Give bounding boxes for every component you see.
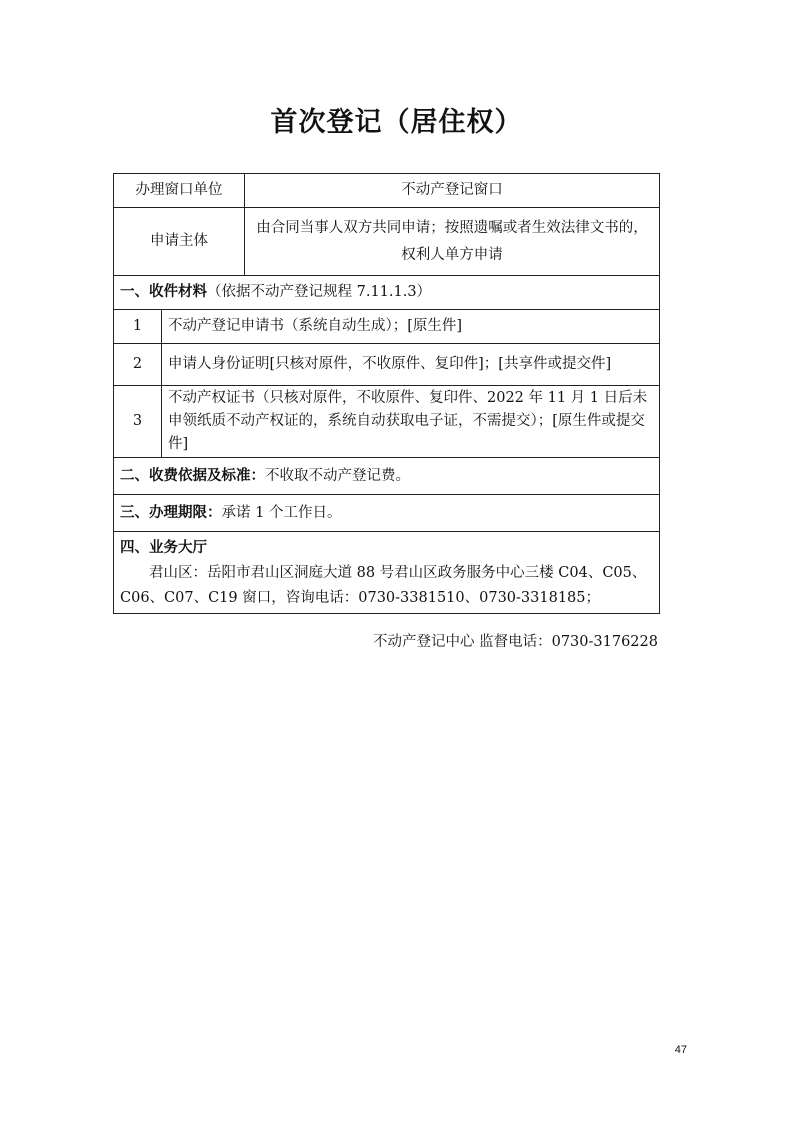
material-number: 3 [114, 386, 162, 458]
hall-row [114, 532, 660, 614]
material-row [114, 386, 660, 458]
material-row [114, 344, 660, 386]
hall-text: 君山区：岳阳市君山区洞庭大道 88 号君山区政务服务中心三楼 C04、C05、C06、C07、C19 窗口，咨询电话：0730-3381510、0730-3318185； [120, 565, 647, 606]
fee-heading: 二、收费依据及标准： [120, 467, 265, 484]
applicant-value: 由合同当事人双方共同申请；按照遗嘱或者生效法律文书的，权利人单方申请 [245, 208, 660, 276]
materials-header [114, 276, 660, 310]
procedure-table [113, 173, 660, 614]
materials-heading: 一、收件材料 [120, 284, 207, 300]
period-cell [114, 495, 660, 532]
window-unit-row [114, 174, 660, 208]
applicant-row [114, 208, 660, 276]
applicant-label: 申请主体 [114, 208, 245, 276]
fee-cell [114, 458, 660, 495]
material-text: 申请人身份证明[只核对原件，不收原件、复印件]；[共享件或提交件] [162, 344, 660, 386]
materials-header-row [114, 276, 660, 310]
page-title: 首次登记（居住权） [270, 107, 523, 138]
fee-text: 不收取不动产登记费。 [265, 467, 410, 484]
material-text: 不动产权证书（只核对原件，不收原件、复印件、2022 年 11 月 1 日后未申领纸质不动产权证的，系统自动获取电子证，不需提交）；[原生件或提交件] [162, 386, 660, 458]
period-text: 承诺 1 个工作日。 [221, 504, 342, 521]
page-number: 47 [674, 1044, 687, 1056]
material-number: 1 [114, 310, 162, 344]
material-text: 不动产登记申请书（系统自动生成）；[原生件] [162, 310, 660, 344]
fee-row [114, 458, 660, 495]
period-row [114, 495, 660, 532]
materials-note: （依据不动产登记规程 7.11.1.3） [207, 284, 432, 300]
material-number: 2 [114, 344, 162, 386]
material-row [114, 310, 660, 344]
window-unit-label: 办理窗口单位 [114, 174, 245, 208]
window-unit-value: 不动产登记窗口 [245, 174, 660, 208]
hall-cell [114, 532, 660, 614]
period-heading: 三、办理期限： [120, 504, 222, 521]
footer-contact: 不动产登记中心 监督电话：0730-3176228 [373, 634, 658, 650]
hall-heading: 四、业务大厅 [120, 540, 207, 556]
